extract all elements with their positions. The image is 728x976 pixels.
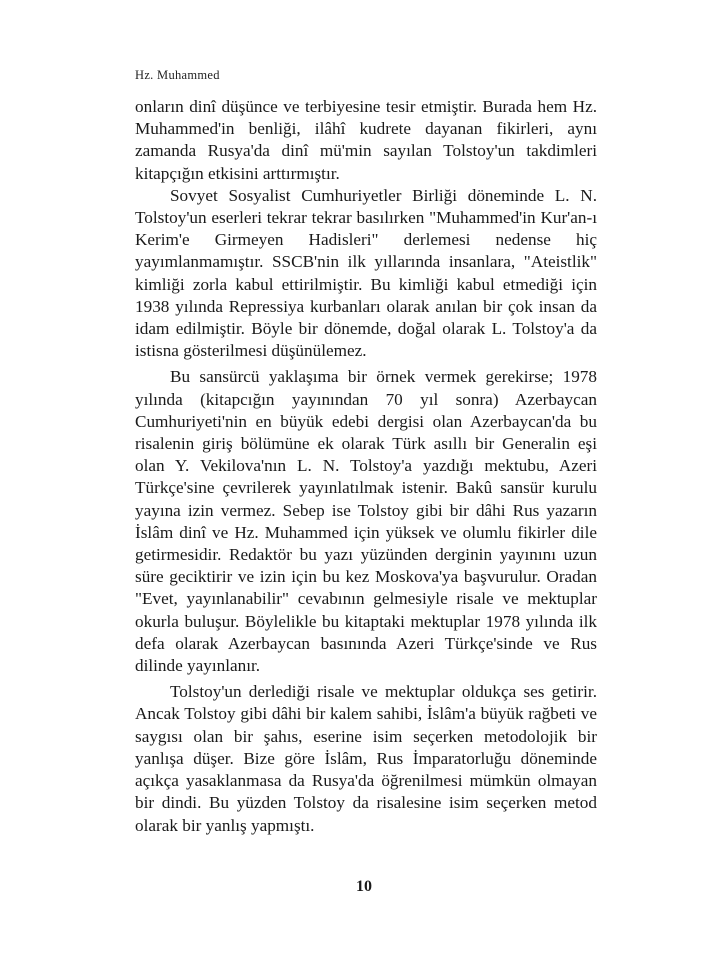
- paragraph-censorship-example: Bu sansürcü yaklaşıma bir örnek vermek gerekirse; 1978 yılında (kitapcığın yayınından 70 yıl sonra) Azerbaycan Cumhuriyeti'nin en büyük edebi dergisi olan Azerbaycan'da bu risalenin giriş bölümüne ek olarak Türk asıllı bir Generalin eşi olan Y. Vekilova'nın L. N. Tolstoy'a yazdığı mektubu, Azeri Türkçe'sine çevrilerek yayınlatılmak istenir. Bakû sansür kurulu yayına izin vermez. Sebep ise Tolstoy gibi bir dâhi Rus yazarın İslâm dinî ve Hz. Muhammed için yüksek ve olumlu fikirler dile getirmesidir. Redaktör bu yazı yüzünden derginin yayınını uzun süre geciktirir ve izin için bu kez Moskova'ya başvurulur. Oradan "Evet, yayınlanabilir" cevabının gelmesiyle risale ve mektuplar okurla buluşur. Böylelikle bu kitaptaki mektuplar 1978 yılında ilk defa olarak Azerbaycan basınında Azeri Türkçe'sinde ve Rus dilinde yayınlanır.: [135, 367, 597, 676]
- paragraph-naming-error: Tolstoy'un derlediği risale ve mektuplar oldukça ses getirir. Ancak Tolstoy gibi dâhi bir kalem sahibi, İslâm'a büyük rağbeti ve saygısı olan bir şahıs, eserine isim seçerken metodolojik bir yanlışa düşer. Bize göre İslâm, Rus İmparatorluğu döneminde açıkça yasaklanmasa da Rusya'da öğrenilmesi mümkün olmayan bir dindi. Bu yüzden Tolstoy da risalesine isim seçerken metod olarak bir yanlış yapmıştı.: [135, 682, 597, 835]
- page-number: 10: [356, 878, 372, 895]
- running-header: Hz. Muhammed: [135, 68, 220, 82]
- paragraph-soviet-era: Sovyet Sosyalist Cumhuriyetler Birliği döneminde L. N. Tolstoy'un eserleri tekrar tekrar basılırken "Muhammed'in Kur'an-ı Kerim'e Girmeyen Hadisleri" derlemesi nedense hiç yayımlanmamıştır. SSCB'nin ilk yıllarında insanlara, "Ateistlik" kimliği zorla kabul ettirilmiştir. Bu kimliği kabul etmediği için 1938 yılında Repressiya kurbanları olarak anılan bir çok insan da idam edilmiştir. Böyle bir dönemde, doğal olarak L. Tolstoy'a da istisna gösterilmesi düşünülemez.: [135, 185, 597, 361]
- body-text: [135, 96, 597, 837]
- paragraph-continuation: onların dinî düşünce ve terbiyesine tesir etmiştir. Burada hem Hz. Muhammed'in benliği, ilâhî kudrete dayanan fikirleri, aynı zamanda Rusya'da dinî mü'min sayılan Tolstoy'un takdimleri kitapçığın etkisini arttırmıştır.: [135, 97, 597, 183]
